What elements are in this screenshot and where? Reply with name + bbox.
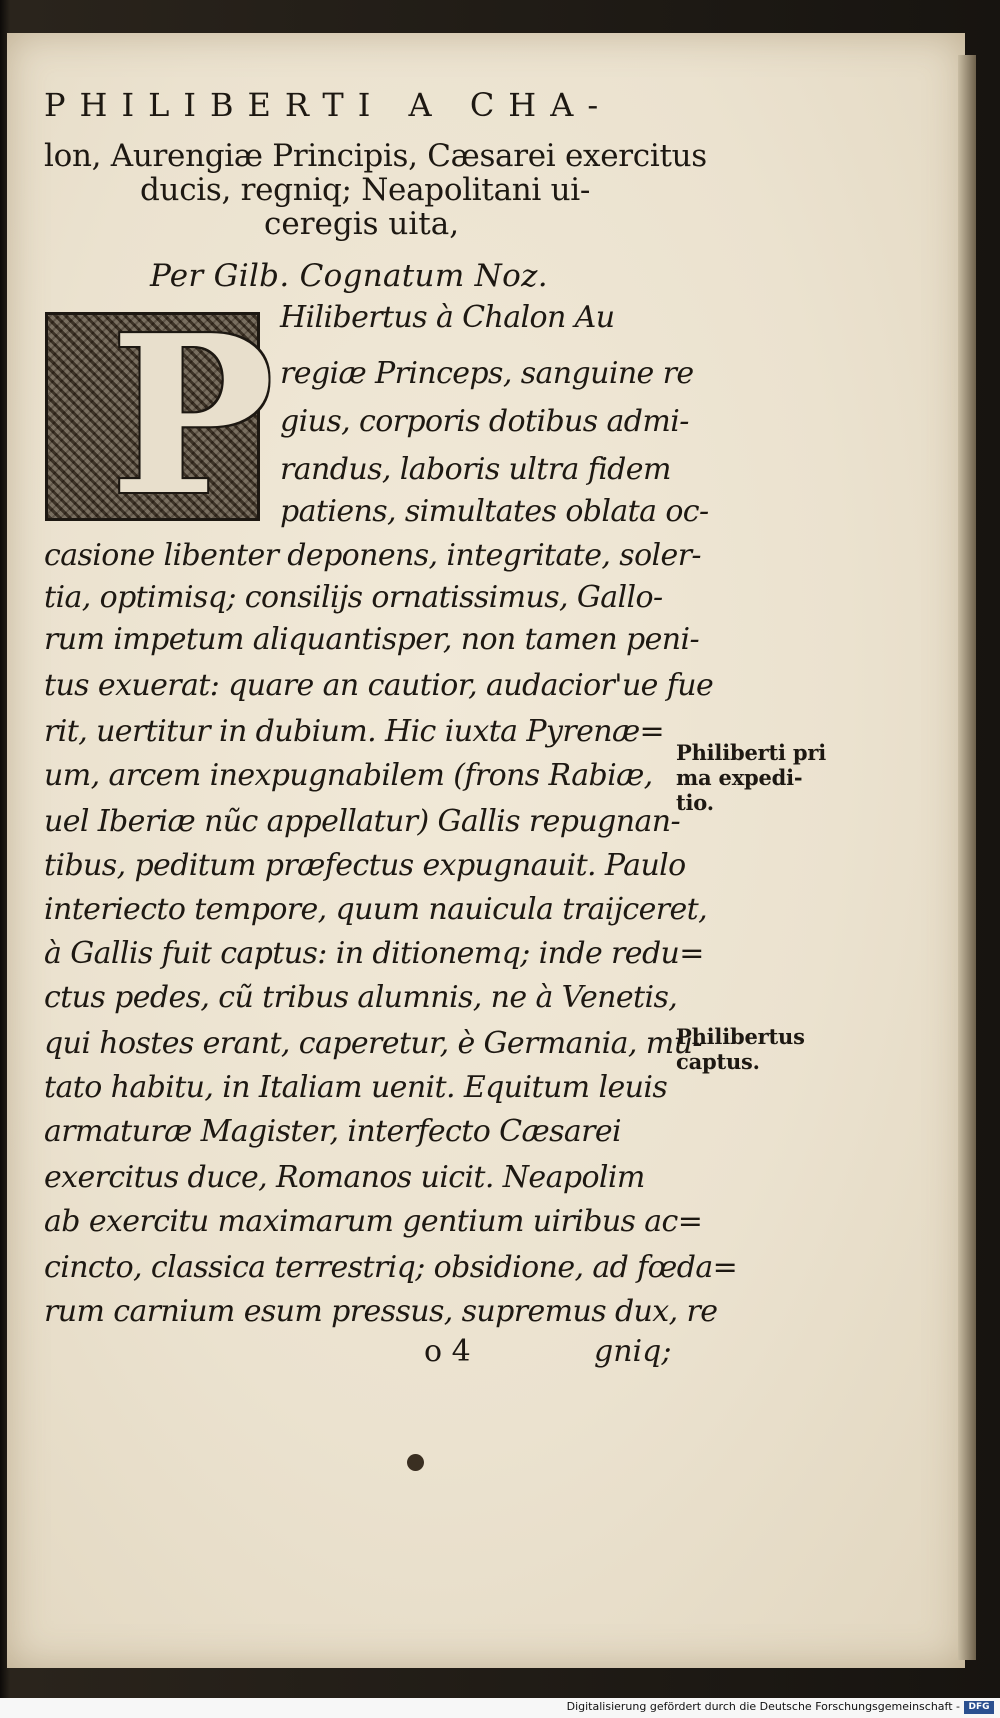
text-line: randus, laboris ultra fidem [280,452,671,487]
decorated-initial [45,288,274,544]
margin-note-line: Philiberti pri [676,740,827,765]
text-line: um, arcem inexpugnabilem (frons Rabiæ, [44,758,653,793]
text-line: rum carnium esum pressus, supremus dux, re [44,1294,718,1329]
text-line: uel Iberiæ nũc appellatur) Gallis repugnan- [44,804,681,839]
text-line: patiens, simultates oblata oc- [280,494,709,529]
text-line: ab exercitu maximarum gentium uiribus ac= [44,1204,703,1239]
title-line-3: ducis, regniq; Neapolitani ui- [140,172,591,208]
margin-note-line: Philibertus [676,1024,805,1049]
text-line: regiæ Princeps, sanguine re [280,356,694,391]
margin-note [676,1024,805,1074]
margin-note-line: ma expedi- [676,765,803,790]
signature-mark: o 4 [424,1334,471,1369]
text-line: exercitus duce, Romanos uicit. Neapolim [44,1160,645,1195]
text-line: cincto, classica terrestriq; obsidione, ad fœda= [44,1250,738,1285]
text-line: rum impetum aliquantisper, non tamen peni- [44,622,699,657]
text-line: casione libenter deponens, integritate, soler- [44,538,701,573]
text-line: ctus pedes, cũ tribus alumnis, ne à Venetis, [44,980,678,1015]
margin-note-line: tio. [676,790,714,815]
text-line: tibus, peditum præfectus expugnauit. Paulo [44,848,686,883]
title-line-2: lon, Aurengiæ Principis, Cæsarei exercitus [44,138,707,174]
title-line-4: ceregis uita, [264,206,460,242]
text-line: à Gallis fuit captus: in ditionemq; inde redu= [44,936,704,971]
text-line: rit, uertitur in dubium. Hic iuxta Pyrenæ= [44,714,665,749]
title-line-1: PHILIBERTI A CHA- [44,86,613,124]
footer-bar [0,1698,1000,1718]
ink-dot [407,1454,424,1471]
text-line: tus exuerat: quare an cautior, audacior'ue fue [44,668,714,703]
margin-note [676,740,826,815]
text-line: Hilibertus à Chalon Au [280,300,615,335]
text-line: armaturæ Magister, interfecto Cæsarei [44,1114,622,1149]
text-line: interiecto tempore, quum nauicula traijceret, [44,892,708,927]
text-line: qui hostes erant, caperetur, è Germania, mu- [44,1026,702,1061]
dfg-logo: DFG [964,1701,994,1714]
catchword: gniq; [594,1334,672,1369]
text-line: tato habitu, in Italiam uenit. Equitum leuis [44,1070,668,1105]
text-line: gius, corporis dotibus admi- [280,404,689,439]
text-line: tia, optimisq; consilijs ornatissimus, Gallo- [44,580,663,615]
margin-note-line: captus. [676,1049,760,1074]
footer-credit: Digitalisierung gefördert durch die Deutsche Forschungsgemeinschaft - [566,1700,960,1713]
initial-letter: P [110,288,274,544]
page-edge [958,55,976,1660]
author-byline: Per Gilb. Cognatum Noz. [150,258,548,294]
